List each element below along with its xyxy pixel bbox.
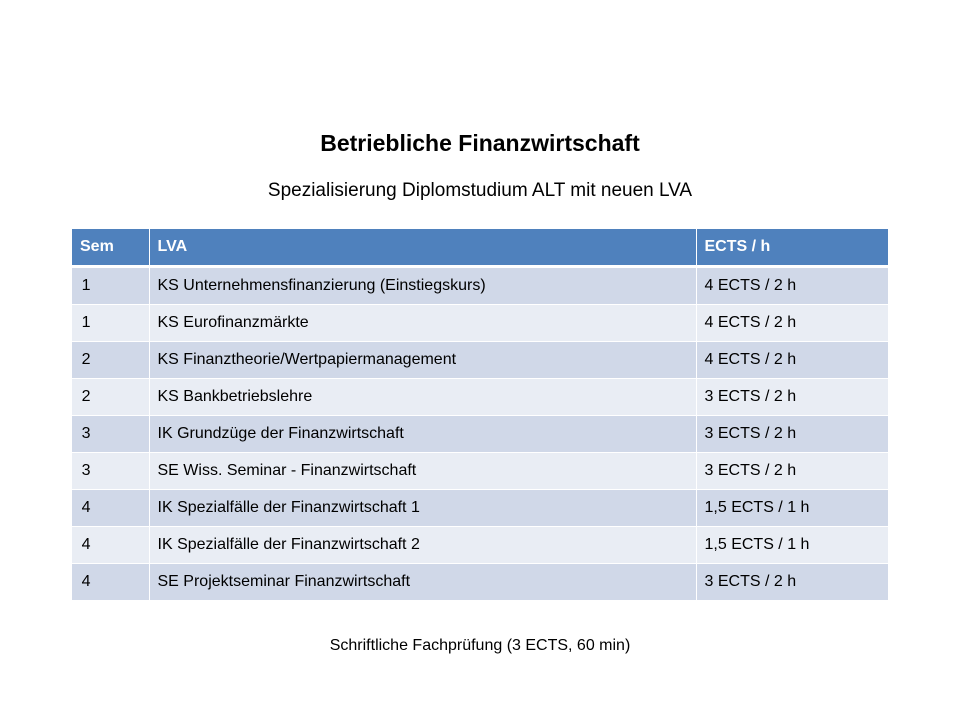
header-sem: Sem (72, 229, 149, 267)
exam-note: Schriftliche Fachprüfung (3 ECTS, 60 min) (329, 637, 631, 654)
cell-ects: 3 ECTS / 2 h (696, 379, 888, 416)
cell-lva: KS Bankbetriebslehre (149, 379, 696, 416)
table-row (72, 490, 888, 527)
cell-sem: 2 (72, 379, 149, 416)
table-row (72, 527, 888, 564)
cell-lva: SE Wiss. Seminar - Finanzwirtschaft (149, 453, 696, 490)
cell-ects: 3 ECTS / 2 h (696, 564, 888, 601)
header-ects: ECTS / h (696, 229, 888, 267)
cell-sem: 4 (72, 490, 149, 527)
cell-sem: 2 (72, 342, 149, 379)
cell-sem: 3 (72, 416, 149, 453)
cell-lva: KS Eurofinanzmärkte (149, 305, 696, 342)
cell-ects: 1,5 ECTS / 1 h (696, 490, 888, 527)
table-row (72, 416, 888, 453)
cell-sem: 3 (72, 453, 149, 490)
table-row (72, 305, 888, 342)
cell-ects: 3 ECTS / 2 h (696, 453, 888, 490)
header-lva: LVA (149, 229, 696, 267)
course-table (72, 229, 888, 601)
table-row (72, 379, 888, 416)
cell-sem: 1 (72, 305, 149, 342)
slide-subtitle: Spezialisierung Diplomstudium ALT mit neuen LVA (267, 180, 693, 201)
cell-sem: 1 (72, 267, 149, 305)
cell-ects: 4 ECTS / 2 h (696, 267, 888, 305)
slide-title: Betriebliche Finanzwirtschaft (320, 130, 640, 156)
cell-ects: 3 ECTS / 2 h (696, 416, 888, 453)
table-row (72, 564, 888, 601)
cell-ects: 4 ECTS / 2 h (696, 342, 888, 379)
table-row (72, 453, 888, 490)
table-row (72, 342, 888, 379)
cell-lva: IK Grundzüge der Finanzwirtschaft (149, 416, 696, 453)
cell-sem: 4 (72, 564, 149, 601)
cell-lva: KS Finanztheorie/Wertpapiermanagement (149, 342, 696, 379)
cell-lva: IK Spezialfälle der Finanzwirtschaft 2 (149, 527, 696, 564)
table-header-row (72, 229, 888, 267)
cell-lva: IK Spezialfälle der Finanzwirtschaft 1 (149, 490, 696, 527)
cell-sem: 4 (72, 527, 149, 564)
cell-lva: SE Projektseminar Finanzwirtschaft (149, 564, 696, 601)
cell-ects: 1,5 ECTS / 1 h (696, 527, 888, 564)
cell-lva: KS Unternehmensfinanzierung (Einstiegskurs) (149, 267, 696, 305)
cell-ects: 4 ECTS / 2 h (696, 305, 888, 342)
table-row (72, 267, 888, 305)
